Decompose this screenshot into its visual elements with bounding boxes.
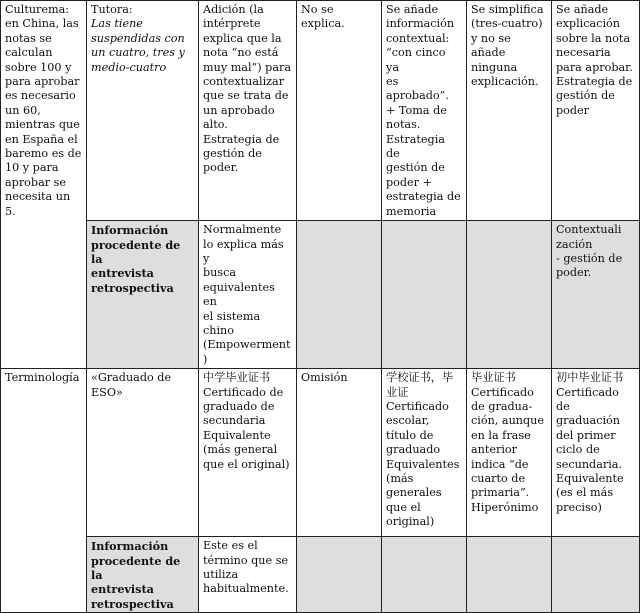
cell-interpreter-5: Se añade explicación sobre la nota necesaria para aprobar. Estrategia de gestión de poder — [552, 1, 640, 221]
interview-cell-5: Contextuali zación - gestión de poder. — [552, 221, 640, 369]
category-text: Terminología — [5, 371, 80, 385]
cell-interpreter-2: No se explica. — [297, 1, 382, 221]
interview-cell-3 — [382, 221, 467, 369]
source-quote: Las tiene suspendidas con un cuatro, tres y medio-cuatro — [91, 17, 185, 74]
cell-interpreter-4: 毕业证书 Certificado de gradua- ción, aunque en la frase anterior indica “de cuarto de primaria”. Hiperónimo — [467, 369, 552, 537]
cell-interpreter-5: 初中毕业证书 Certificado de graduación del primer ciclo de secundaria. Equivalente (es el más preciso) — [552, 369, 640, 537]
interview-label-cell: Información procedente de la entrevista retrospectiva — [87, 221, 199, 369]
category-text: Culturema: en China, las notas se calculan sobre 100 y para aprobar es necesario un 60, mientras que en España el baremo es de 10 y para aprobar se necesita un 5. — [5, 3, 82, 218]
category-cell-terminologia — [1, 369, 87, 613]
interview-cell-4 — [467, 537, 552, 613]
interview-cell-5 — [552, 537, 640, 613]
interview-cell-2 — [297, 221, 382, 369]
speaker-label: Tutora: — [91, 3, 133, 16]
interview-cell-1: Este es el término que se utiliza habitualmente. — [199, 537, 297, 613]
cell-interpreter-2: Omisión — [297, 369, 382, 537]
interview-cell-2 — [297, 537, 382, 613]
cell-interpreter-1: 中学毕业证书 Certificado de graduado de secundaria Equivalente (más general que el original) — [199, 369, 297, 537]
category-cell-culturema — [1, 1, 87, 369]
table-row-interview-2 — [1, 537, 640, 613]
source-cell — [87, 1, 199, 221]
source-cell: «Graduado de ESO» — [87, 369, 199, 537]
interview-cell-3 — [382, 537, 467, 613]
cell-interpreter-3: 学校证书，毕 业证 Certificado escolar, título de graduado Equivalentes (más generales que el original) — [382, 369, 467, 537]
interview-cell-1: Normalmente lo explica más y busca equivalentes en el sistema chino (Empowerment) — [199, 221, 297, 369]
table-row-interview-1 — [1, 221, 640, 369]
cell-interpreter-1: Adición (la intérprete explica que la nota “no está muy mal”) para contextualizar que se trata de un aprobado alto. Estrategia de gestión de poder. — [199, 1, 297, 221]
table-row-culturema — [1, 1, 640, 221]
interview-cell-4 — [467, 221, 552, 369]
cell-interpreter-4: Se simplifica (tres-cuatro) y no se añade ninguna explicación. — [467, 1, 552, 221]
interview-label-cell: Información procedente de la entrevista retrospectiva — [87, 537, 199, 613]
cell-interpreter-3: Se añade información contextual: “con cinco ya es aprobado”. + Toma de notas. Estrategia de gestión de poder + estrategia de memoria — [382, 1, 467, 221]
table-row-terminologia — [1, 369, 640, 537]
